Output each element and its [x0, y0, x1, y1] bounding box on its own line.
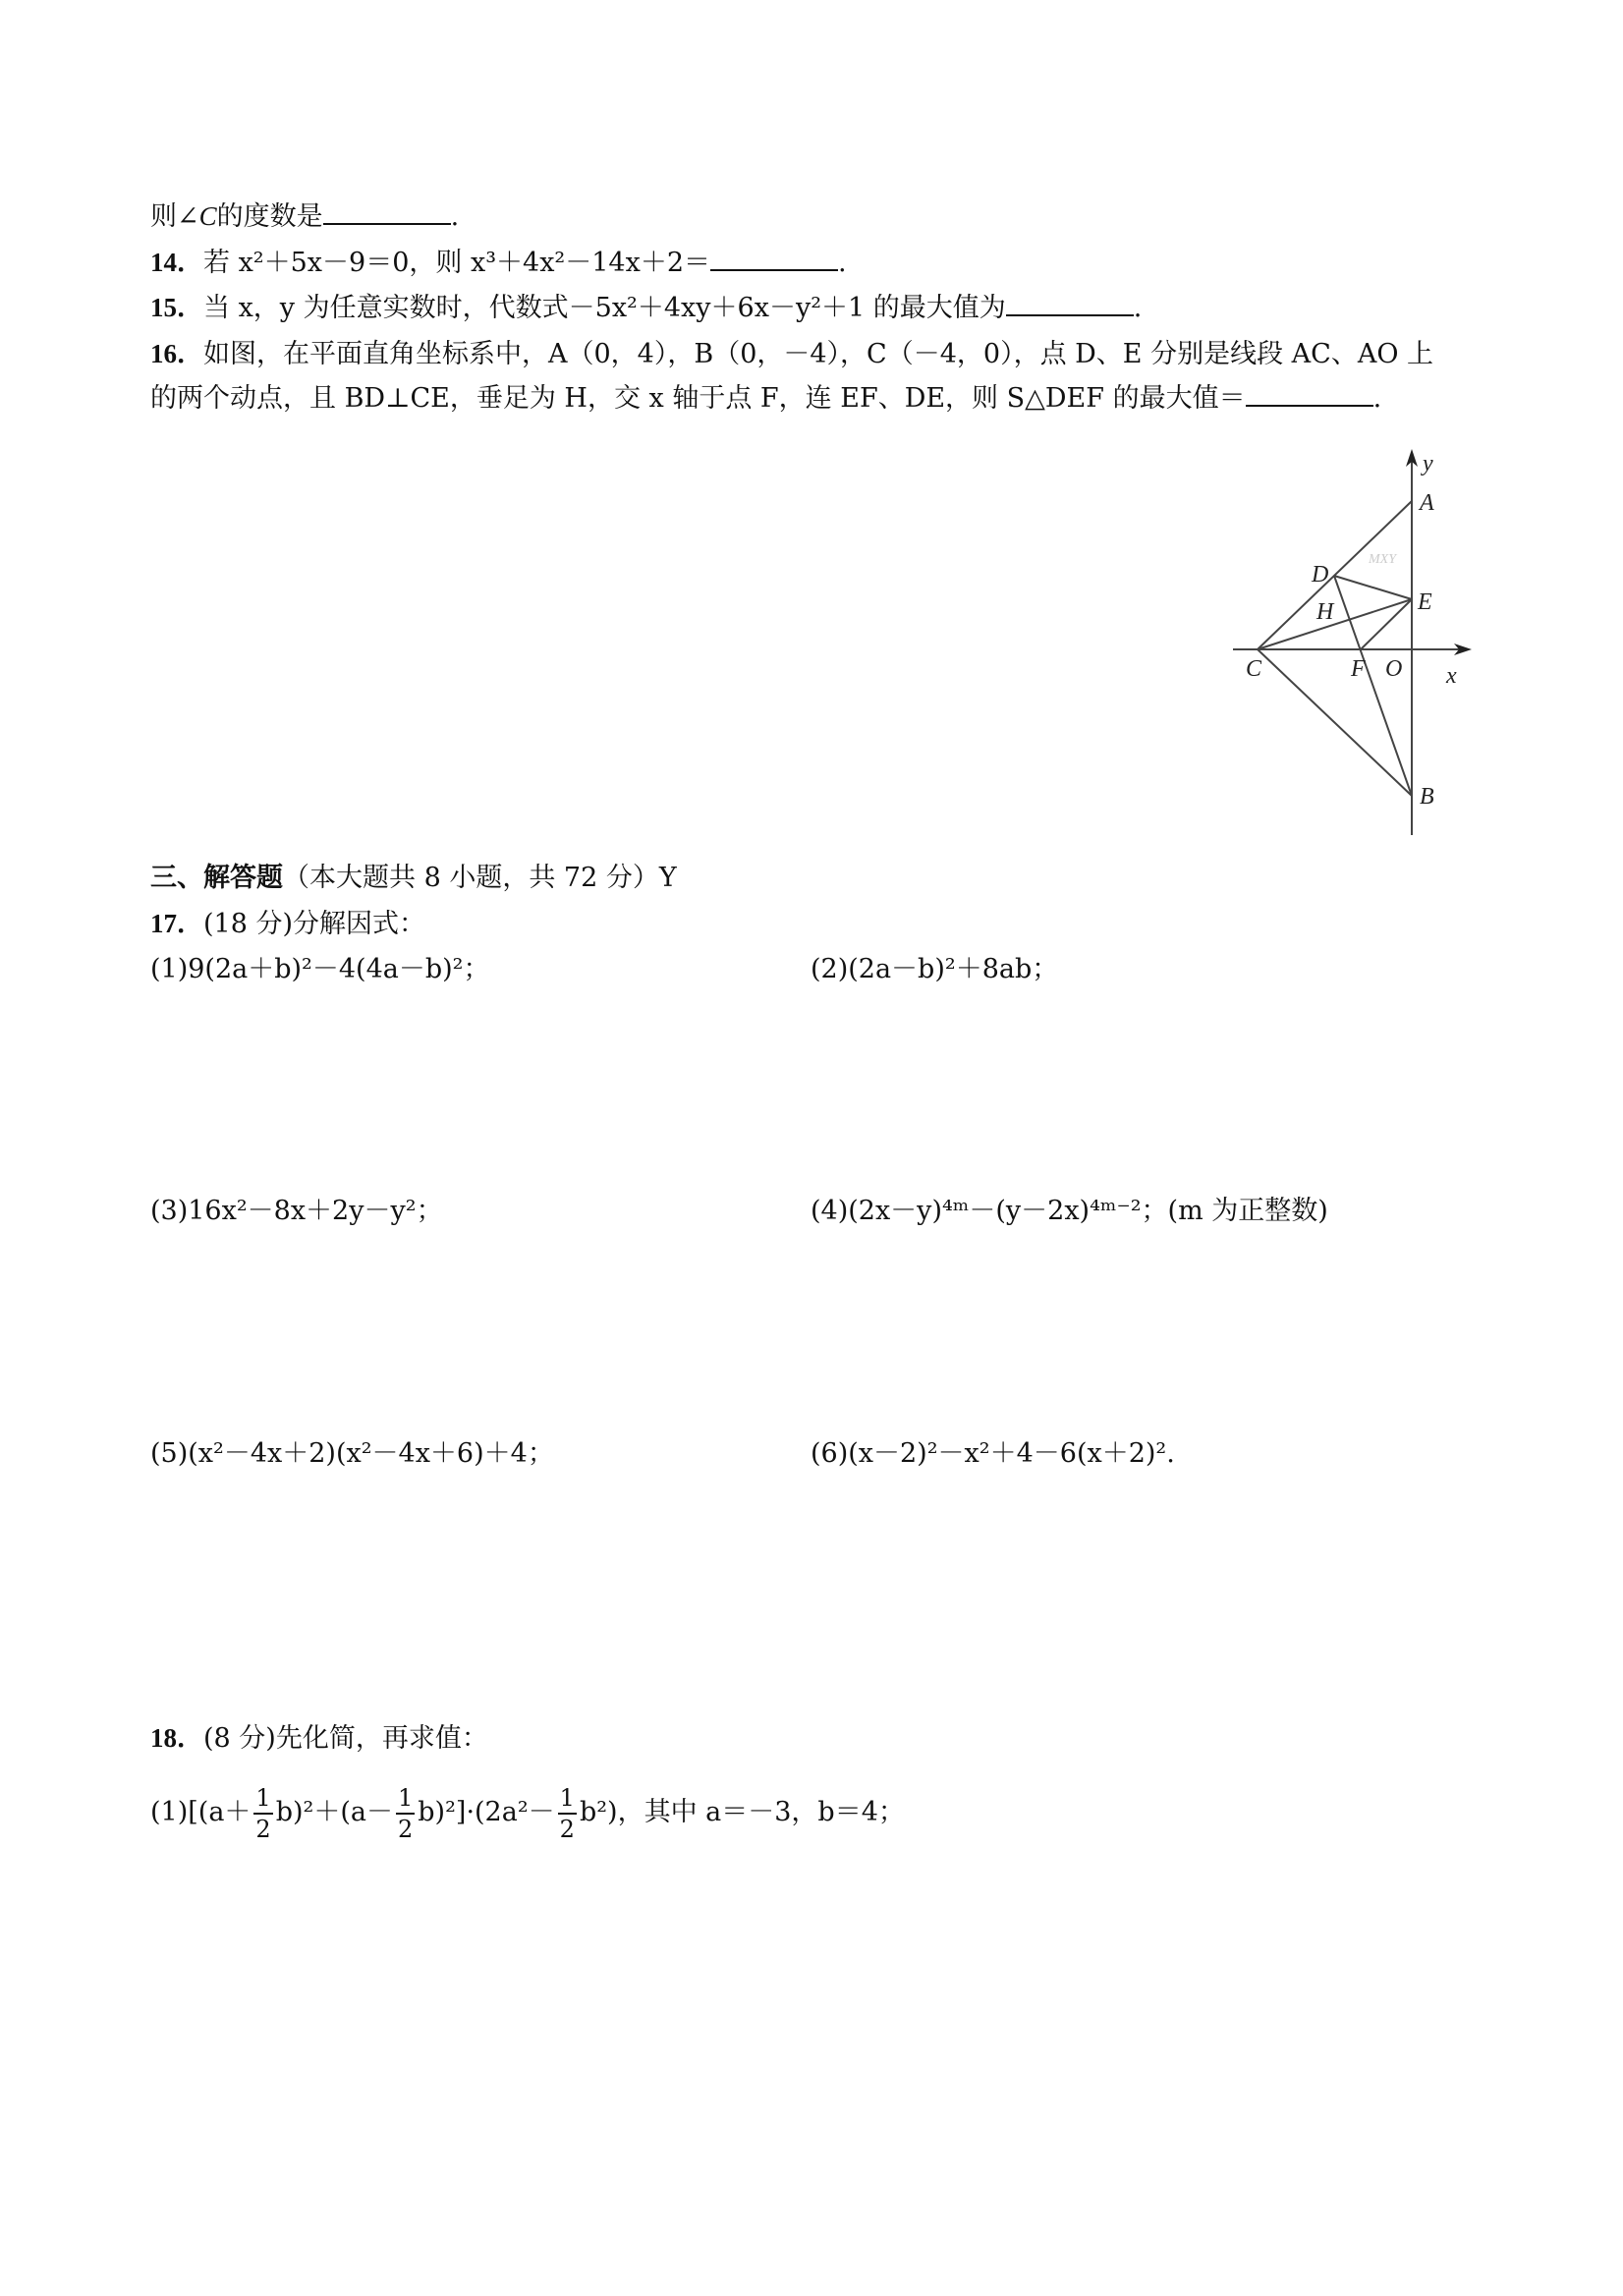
denominator: 2: [255, 1815, 271, 1843]
section-title: 三、解答题: [150, 863, 283, 892]
q18-part-1: [150, 1778, 905, 1847]
answer-blank: [323, 196, 451, 225]
question-18: [150, 1715, 488, 1762]
expr-part: b²)，其中 a＝－3，b＝4；: [579, 1797, 905, 1827]
segment-DE: [1334, 576, 1412, 599]
answer-blank: [710, 242, 838, 271]
q13-tail: [150, 194, 459, 240]
q13-text-a: 则∠: [150, 201, 199, 232]
question-17: [150, 901, 425, 947]
label-C: C: [1246, 656, 1262, 682]
fraction-half: [558, 1783, 577, 1844]
fraction-half: [396, 1783, 415, 1844]
question-number: 16．: [150, 339, 203, 368]
q13-text-c: 的度数是: [216, 201, 323, 232]
question-15: [150, 285, 1142, 331]
coordinate-figure: [1228, 447, 1474, 840]
q17-part-3: (3)16x²－8x＋2y－y²；: [150, 1196, 443, 1226]
expr-part: b)²]·(2a²－: [418, 1797, 555, 1827]
answer-blank: [1246, 377, 1373, 407]
question-text: 若 x²＋5x－9＝0，则 x³＋4x²－14x＋2＝: [203, 248, 711, 278]
answer-blank: [1006, 287, 1134, 316]
question-text: 的两个动点，且 BD⊥CE，垂足为 H，交 x 轴于点 F，连 EF、DE，则 S△DEF 的最大值＝: [150, 383, 1246, 414]
segment-CE: [1258, 599, 1412, 649]
q13-text-b: C: [198, 201, 217, 231]
q17-part-2: (2)(2a－b)²＋8ab；: [811, 954, 1059, 984]
numerator: 1: [558, 1783, 577, 1815]
period: .: [838, 248, 847, 278]
label-E: E: [1418, 589, 1432, 615]
numerator: 1: [396, 1783, 415, 1815]
label-H: H: [1316, 599, 1334, 625]
period: .: [1133, 293, 1143, 323]
label-B: B: [1420, 784, 1434, 810]
label-O: O: [1385, 656, 1403, 682]
question-number: 18．: [150, 1723, 203, 1753]
question-16-line-1: [150, 331, 1433, 377]
expr-part: (1)[(a＋: [150, 1797, 252, 1827]
fraction-half: [253, 1783, 272, 1844]
label-D: D: [1312, 562, 1329, 588]
question-number: 15．: [150, 293, 203, 322]
section-3-heading: [150, 855, 677, 901]
question-text: 如图，在平面直角坐标系中，A（0，4），B（0，－4），C（－4，0），点 D、E 分别是线段 AC、AO 上: [203, 339, 1434, 369]
question-number: 14．: [150, 248, 203, 277]
question-text: 当 x，y 为任意实数时，代数式－5x²＋4xy＋6x－y²＋1 的最大值为: [203, 293, 1006, 323]
label-y: y: [1423, 451, 1433, 476]
denominator: 2: [559, 1815, 575, 1843]
numerator: 1: [253, 1783, 272, 1815]
section-note: （本大题共 8 小题，共 72 分）Y: [283, 863, 677, 893]
question-text: (8 分)先化简，再求值：: [203, 1723, 488, 1754]
q17-part-6: (6)(x－2)²－x²＋4－6(x＋2)².: [811, 1438, 1175, 1469]
question-14: [150, 240, 847, 286]
period: .: [1372, 383, 1382, 414]
watermark: MXY: [1369, 552, 1396, 567]
denominator: 2: [397, 1815, 414, 1843]
q17-part-5: (5)(x²－4x＋2)(x²－4x＋6)＋4；: [150, 1438, 554, 1469]
label-A: A: [1420, 490, 1434, 516]
question-16-line-2: [150, 376, 1381, 421]
q17-part-4: (4)(2x－y)⁴ᵐ－(y－2x)⁴ᵐ⁻²；(m 为正整数): [811, 1196, 1328, 1226]
period: .: [450, 201, 460, 232]
q17-part-1: (1)9(2a＋b)²－4(4a－b)²；: [150, 954, 490, 984]
segment-DB: [1334, 576, 1412, 796]
expr-part: b)²＋(a－: [275, 1797, 393, 1827]
question-number: 17．: [150, 909, 203, 938]
label-F: F: [1351, 656, 1366, 682]
label-x: x: [1446, 663, 1457, 689]
question-text: (18 分)分解因式：: [203, 909, 426, 939]
